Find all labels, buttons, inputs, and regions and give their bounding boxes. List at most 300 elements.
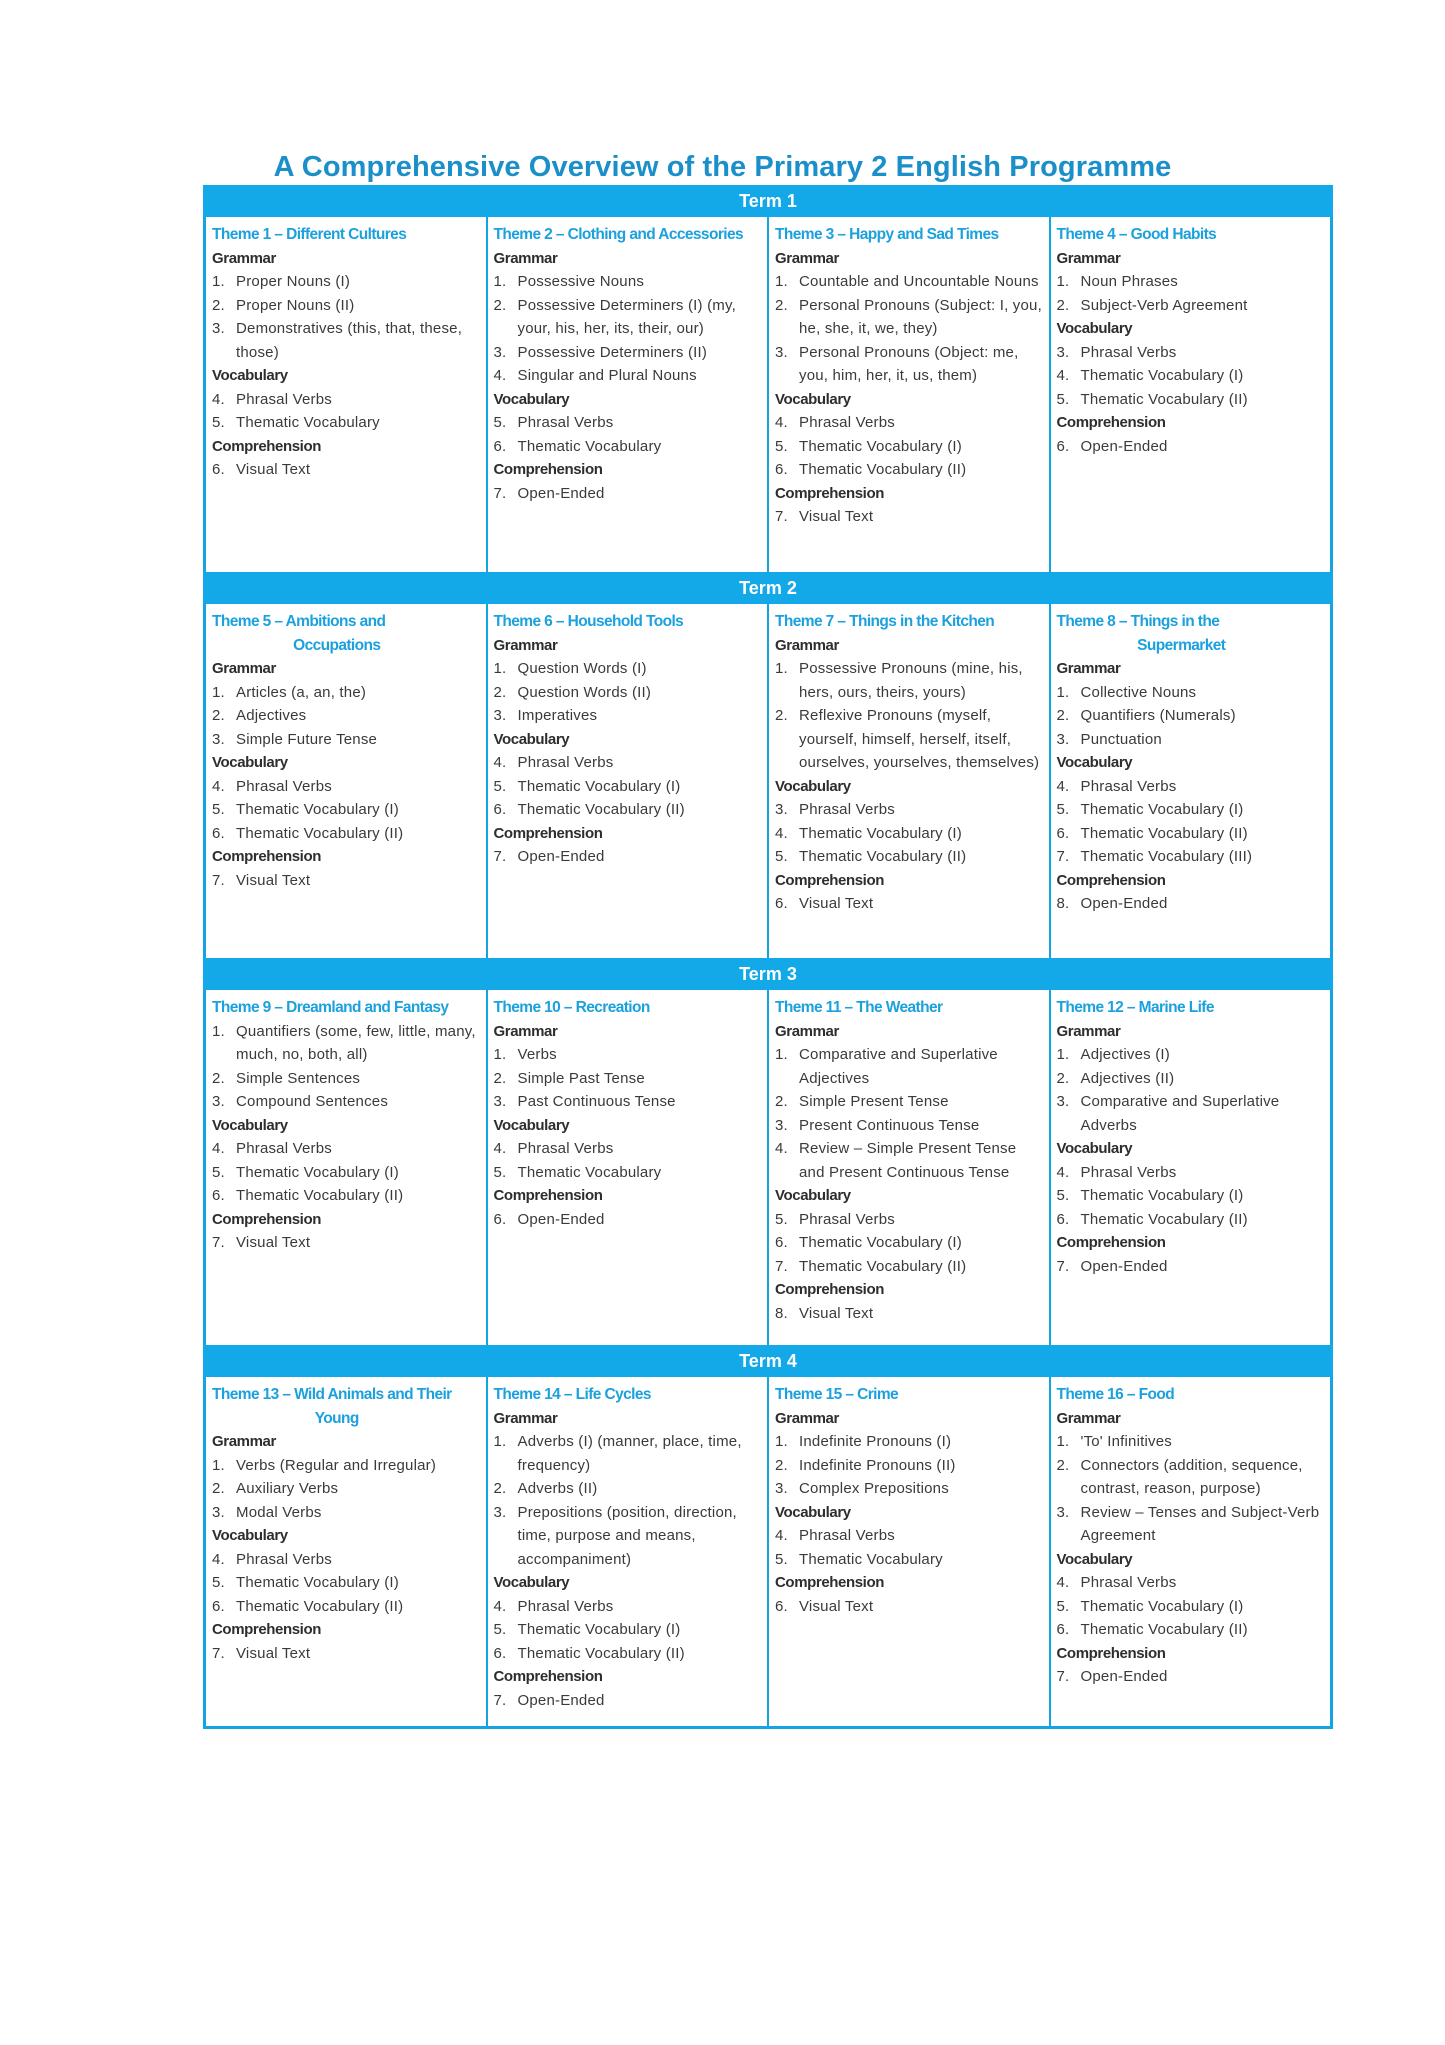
theme-cell xyxy=(1051,990,1331,1345)
theme-title-text: Theme 9 – Dreamland and Fantasy xyxy=(212,999,449,1016)
item-text: Thematic Vocabulary xyxy=(799,1550,943,1568)
item-text: Thematic Vocabulary xyxy=(517,1163,662,1181)
item-number: 4. xyxy=(493,1140,507,1157)
list-item xyxy=(1057,1208,1327,1232)
list-item xyxy=(1057,1184,1327,1208)
item-text: Subject-Verb Agreement xyxy=(1080,296,1248,314)
theme-title-text: Theme 13 – Wild Animals and Their xyxy=(212,1386,452,1403)
item-number: 3. xyxy=(493,1093,507,1110)
item-text: Thematic Vocabulary (II) xyxy=(799,461,967,478)
item-number: 5. xyxy=(775,1210,788,1228)
list-item xyxy=(1057,1161,1327,1185)
item-number: 6. xyxy=(775,895,788,912)
item-number: 6. xyxy=(1056,1621,1070,1638)
section-label: Vocabulary xyxy=(212,367,288,384)
item-number: 2. xyxy=(775,296,788,314)
item-text: Articles (a, an, the) xyxy=(236,683,367,701)
item-number: 1. xyxy=(1056,1046,1070,1063)
list-item xyxy=(494,482,764,506)
item-number: 5. xyxy=(212,1163,225,1181)
item-text: Phrasal Verbs xyxy=(517,754,614,771)
item-text: Indefinite Pronouns (II) xyxy=(799,1456,956,1474)
item-number: 6. xyxy=(493,801,507,818)
item-number: 7. xyxy=(493,1691,507,1709)
item-number: 1. xyxy=(493,660,507,677)
item-number: 4. xyxy=(1056,777,1070,795)
item-number: 2. xyxy=(493,683,507,701)
item-text: Reflexive Pronouns (myself, yourself, himself, herself, itself, ourselves, yourselves, themselves) xyxy=(799,707,1040,771)
section-label: Vocabulary xyxy=(775,390,851,408)
item-number: 5. xyxy=(493,1621,507,1638)
item-number: 1. xyxy=(212,273,225,290)
item-number: 2. xyxy=(493,1480,507,1497)
item-number: 4. xyxy=(212,1550,225,1568)
item-text: Thematic Vocabulary (I) xyxy=(236,801,399,818)
list-item xyxy=(1057,892,1327,916)
item-number: 6. xyxy=(493,1210,507,1228)
item-number: 7. xyxy=(212,1644,225,1662)
item-text: Thematic Vocabulary (II) xyxy=(1080,824,1248,842)
item-text: Indefinite Pronouns (I) xyxy=(799,1433,952,1450)
theme-title-text: Theme 5 – Ambitions and xyxy=(212,613,386,630)
item-text: Present Continuous Tense xyxy=(799,1116,980,1134)
item-number: 1. xyxy=(1056,1433,1070,1450)
list-item xyxy=(494,798,764,822)
list-item xyxy=(494,270,764,294)
item-number: 1. xyxy=(493,273,507,290)
item-number: 5. xyxy=(493,1163,507,1181)
list-item xyxy=(775,294,1045,341)
list-item xyxy=(494,1137,764,1161)
theme-cell xyxy=(206,1377,488,1726)
item-text: Thematic Vocabulary (II) xyxy=(799,848,967,865)
item-number: 6. xyxy=(212,1187,225,1204)
item-number: 5. xyxy=(1056,801,1070,818)
item-text: Adverbs (II) xyxy=(517,1480,598,1497)
list-item xyxy=(775,1090,1045,1114)
theme-cell xyxy=(1051,1377,1331,1726)
item-text: Phrasal Verbs xyxy=(799,1527,895,1544)
item-text: Countable and Uncountable Nouns xyxy=(799,273,1039,290)
item-text: Thematic Vocabulary (II) xyxy=(236,1597,404,1615)
theme-title-text: Theme 10 – Recreation xyxy=(493,999,650,1016)
section-label: Comprehension xyxy=(1056,1234,1166,1251)
item-text: Demonstratives (this, that, these, those) xyxy=(236,320,463,361)
list-item xyxy=(212,1571,482,1595)
item-number: 4. xyxy=(493,1597,507,1615)
item-number: 4. xyxy=(493,754,507,771)
item-number: 7. xyxy=(775,508,788,525)
list-item xyxy=(212,411,482,435)
list-item xyxy=(775,1137,1045,1184)
list-item xyxy=(494,1090,764,1114)
item-text: Open-Ended xyxy=(1080,895,1168,912)
theme-title xyxy=(212,610,482,657)
item-number: 4. xyxy=(775,1527,788,1544)
theme-cell xyxy=(769,217,1051,572)
section-label: Vocabulary xyxy=(493,1116,570,1134)
item-text: Thematic Vocabulary (I) xyxy=(1080,1597,1244,1615)
item-number: 5. xyxy=(775,437,788,455)
list-item xyxy=(494,1689,764,1713)
list-item xyxy=(775,435,1045,459)
theme-title xyxy=(1057,223,1327,247)
item-text: Question Words (I) xyxy=(517,660,647,677)
theme-cell xyxy=(488,990,770,1345)
item-number: 8. xyxy=(1056,895,1070,912)
item-number: 5. xyxy=(212,801,225,818)
section-label: Comprehension xyxy=(212,1621,321,1638)
item-number: 1. xyxy=(1056,683,1070,701)
item-text: Personal Pronouns (Object: me, you, him, her, it, us, them) xyxy=(799,343,1019,384)
list-item xyxy=(775,458,1045,482)
item-text: Phrasal Verbs xyxy=(799,801,895,818)
item-number: 3. xyxy=(775,343,788,361)
list-item xyxy=(494,411,764,435)
section-label: Vocabulary xyxy=(775,1187,851,1204)
item-number: 6. xyxy=(1056,1210,1070,1228)
item-text: Thematic Vocabulary (I) xyxy=(1080,367,1244,384)
theme-title xyxy=(494,996,764,1020)
list-item xyxy=(775,1043,1045,1090)
theme-title-text: Theme 16 – Food xyxy=(1056,1386,1175,1403)
item-text: Open-Ended xyxy=(1080,1668,1168,1685)
item-text: Phrasal Verbs xyxy=(1080,777,1177,795)
item-text: Noun Phrases xyxy=(1080,273,1178,290)
list-item xyxy=(1057,1571,1327,1595)
item-number: 3. xyxy=(212,1093,225,1110)
item-text: Simple Sentences xyxy=(236,1069,361,1087)
item-text: Thematic Vocabulary (II) xyxy=(1080,1210,1248,1228)
item-number: 1. xyxy=(493,1433,507,1450)
term-row xyxy=(206,217,1330,572)
item-text: Thematic Vocabulary (I) xyxy=(517,1621,681,1638)
term-header: Term 3 xyxy=(203,958,1333,990)
theme-title-text: Theme 11 – The Weather xyxy=(775,999,943,1016)
item-number: 1. xyxy=(212,683,225,701)
list-item xyxy=(212,294,482,318)
list-item xyxy=(212,704,482,728)
item-number: 7. xyxy=(1056,1668,1070,1685)
item-text: Thematic Vocabulary (II) xyxy=(799,1257,967,1275)
item-text: Thematic Vocabulary (II) xyxy=(236,1187,404,1204)
item-text: Thematic Vocabulary xyxy=(517,437,662,455)
list-item xyxy=(212,681,482,705)
page-title: A Comprehensive Overview of the Primary 2 English Programme xyxy=(273,151,1172,184)
theme-cell xyxy=(769,604,1051,958)
item-number: 2. xyxy=(1056,707,1070,724)
item-number: 1. xyxy=(212,1022,225,1040)
section-label: Vocabulary xyxy=(775,1503,851,1521)
section-label: Grammar xyxy=(775,1022,839,1040)
item-number: 6. xyxy=(1056,437,1070,455)
item-text: Verbs (Regular and Irregular) xyxy=(236,1456,437,1474)
item-number: 3. xyxy=(493,1503,507,1521)
list-item xyxy=(775,892,1045,916)
theme-title xyxy=(494,223,764,247)
item-text: Phrasal Verbs xyxy=(799,1210,895,1228)
list-item xyxy=(1057,1454,1327,1501)
list-item xyxy=(775,1114,1045,1138)
list-item xyxy=(212,1161,482,1185)
list-item xyxy=(212,775,482,799)
list-item xyxy=(1057,681,1327,705)
theme-title xyxy=(775,610,1045,634)
item-text: Personal Pronouns (Subject: I, you, he, she, it, we, they) xyxy=(799,296,1042,337)
list-item xyxy=(212,1020,482,1067)
item-number: 3. xyxy=(1056,730,1070,748)
list-item xyxy=(1057,1665,1327,1689)
theme-cell xyxy=(769,1377,1051,1726)
section-label: Comprehension xyxy=(775,1574,884,1591)
theme-cell xyxy=(769,990,1051,1345)
item-text: Adjectives (II) xyxy=(1080,1069,1175,1087)
list-item xyxy=(494,435,764,459)
item-text: Open-Ended xyxy=(1080,1257,1168,1275)
section-label: Comprehension xyxy=(212,437,321,455)
item-number: 2. xyxy=(212,296,225,314)
list-item xyxy=(1057,1067,1327,1091)
list-item xyxy=(212,1137,482,1161)
list-item xyxy=(1057,1501,1327,1548)
section-label: Grammar xyxy=(1056,1022,1121,1040)
item-text: Adjectives (I) xyxy=(1080,1046,1170,1063)
list-item xyxy=(212,1067,482,1091)
theme-cell xyxy=(206,990,488,1345)
term-row xyxy=(206,990,1330,1345)
theme-title xyxy=(775,223,1045,247)
item-number: 5. xyxy=(1056,390,1070,408)
list-item xyxy=(212,1548,482,1572)
item-number: 2. xyxy=(493,296,507,314)
item-text: Visual Text xyxy=(236,1644,311,1662)
item-number: 1. xyxy=(775,1046,788,1063)
item-text: Quantifiers (some, few, little, many, much, no, both, all) xyxy=(236,1022,476,1063)
term-header: Term 1 xyxy=(203,185,1333,217)
item-number: 5. xyxy=(493,414,507,431)
item-text: Simple Past Tense xyxy=(517,1069,645,1087)
theme-title-text: Theme 8 – Things in the xyxy=(1056,613,1220,630)
item-text: Visual Text xyxy=(799,1304,874,1322)
item-text: Connectors (addition, sequence, contrast, reason, purpose) xyxy=(1080,1456,1303,1497)
item-text: Simple Future Tense xyxy=(236,730,378,748)
list-item xyxy=(212,270,482,294)
item-number: 7. xyxy=(212,1234,225,1251)
item-number: 4. xyxy=(1056,367,1070,384)
section-label: Grammar xyxy=(212,249,276,267)
item-number: 4. xyxy=(212,1140,225,1157)
item-text: Phrasal Verbs xyxy=(1080,1163,1177,1181)
list-item xyxy=(494,1595,764,1619)
item-text: Question Words (II) xyxy=(517,683,652,701)
section-label: Vocabulary xyxy=(493,390,570,408)
theme-title-continuation: Occupations xyxy=(293,636,381,654)
item-number: 3. xyxy=(775,1116,788,1134)
list-item xyxy=(494,1430,764,1477)
item-number: 3. xyxy=(212,1503,225,1521)
section-label: Vocabulary xyxy=(1056,1140,1133,1157)
item-text: Review – Tenses and Subject-Verb Agreement xyxy=(1080,1503,1320,1544)
list-item xyxy=(775,657,1045,704)
item-number: 1. xyxy=(775,660,788,677)
list-item xyxy=(212,458,482,482)
theme-cell xyxy=(488,217,770,572)
item-text: Open-Ended xyxy=(517,1210,605,1228)
item-number: 3. xyxy=(1056,343,1070,361)
section-label: Comprehension xyxy=(493,1187,603,1204)
item-text: Visual Text xyxy=(799,1597,874,1615)
section-label: Grammar xyxy=(212,660,276,677)
item-number: 6. xyxy=(212,1597,225,1615)
list-item xyxy=(494,1208,764,1232)
list-item xyxy=(1057,435,1327,459)
list-item xyxy=(212,317,482,364)
item-text: Thematic Vocabulary (III) xyxy=(1080,848,1253,865)
item-text: Compound Sentences xyxy=(236,1093,389,1110)
item-number: 4. xyxy=(1056,1163,1070,1181)
item-number: 6. xyxy=(775,1597,788,1615)
item-text: Thematic Vocabulary (I) xyxy=(236,1163,399,1181)
item-number: 7. xyxy=(212,871,225,889)
list-item xyxy=(775,845,1045,869)
item-text: Comparative and Superlative Adjectives xyxy=(799,1046,998,1087)
theme-title-text: Theme 2 – Clothing and Accessories xyxy=(493,226,743,243)
section-label: Comprehension xyxy=(1056,414,1166,431)
list-item xyxy=(1057,1618,1327,1642)
item-number: 8. xyxy=(775,1304,788,1322)
list-item xyxy=(494,681,764,705)
list-item xyxy=(775,704,1045,775)
list-item xyxy=(212,1090,482,1114)
item-text: Open-Ended xyxy=(517,484,605,502)
programme-overview-table xyxy=(203,185,1333,1729)
list-item xyxy=(1057,341,1327,365)
theme-title xyxy=(494,1383,764,1407)
list-item xyxy=(212,1184,482,1208)
section-label: Comprehension xyxy=(1056,1644,1166,1662)
item-text: Phrasal Verbs xyxy=(236,1140,332,1157)
section-label: Vocabulary xyxy=(493,730,570,748)
list-item xyxy=(212,869,482,893)
item-number: 2. xyxy=(493,1069,507,1087)
item-number: 6. xyxy=(1056,824,1070,842)
list-item xyxy=(1057,728,1327,752)
item-text: Phrasal Verbs xyxy=(1080,343,1177,361)
theme-title xyxy=(212,996,482,1020)
item-text: Review – Simple Present Tense and Present Continuous Tense xyxy=(799,1140,1017,1181)
item-text: Possessive Pronouns (mine, his, hers, ours, theirs, yours) xyxy=(799,660,1023,701)
item-number: 4. xyxy=(775,414,788,431)
item-number: 2. xyxy=(212,1480,225,1497)
theme-title-text: Theme 1 – Different Cultures xyxy=(212,226,407,243)
item-number: 7. xyxy=(493,484,507,502)
item-number: 1. xyxy=(775,273,788,290)
theme-title-text: Theme 3 – Happy and Sad Times xyxy=(775,226,999,243)
item-text: Comparative and Superlative Adverbs xyxy=(1080,1093,1280,1134)
item-text: Punctuation xyxy=(1080,730,1162,748)
item-number: 7. xyxy=(775,1257,788,1275)
item-number: 2. xyxy=(1056,1069,1070,1087)
theme-title xyxy=(775,1383,1045,1407)
theme-cell xyxy=(206,604,488,958)
section-label: Comprehension xyxy=(775,1281,884,1298)
list-item xyxy=(775,1548,1045,1572)
item-text: Thematic Vocabulary (I) xyxy=(517,777,681,795)
section-label: Grammar xyxy=(493,249,558,267)
list-item xyxy=(494,704,764,728)
theme-title xyxy=(212,223,482,247)
item-number: 1. xyxy=(212,1456,225,1474)
item-text: Thematic Vocabulary (I) xyxy=(236,1574,399,1591)
list-item xyxy=(1057,1430,1327,1454)
list-item xyxy=(775,411,1045,435)
item-text: Visual Text xyxy=(236,461,311,478)
item-number: 6. xyxy=(775,1234,788,1251)
list-item xyxy=(494,751,764,775)
item-text: Possessive Determiners (I) (my, your, his, her, its, their, our) xyxy=(517,296,736,337)
theme-title xyxy=(212,1383,482,1430)
item-text: Past Continuous Tense xyxy=(517,1093,676,1110)
item-text: Open-Ended xyxy=(517,848,605,865)
item-number: 7. xyxy=(1056,848,1070,865)
item-number: 7. xyxy=(1056,1257,1070,1275)
item-number: 5. xyxy=(1056,1187,1070,1204)
item-number: 4. xyxy=(212,390,225,408)
item-number: 2. xyxy=(212,1069,225,1087)
item-number: 4. xyxy=(775,824,788,842)
item-number: 6. xyxy=(212,824,225,842)
theme-cell xyxy=(206,217,488,572)
section-label: Grammar xyxy=(775,249,839,267)
item-text: Visual Text xyxy=(236,871,311,889)
item-text: Visual Text xyxy=(236,1234,311,1251)
item-number: 5. xyxy=(212,1574,225,1591)
item-text: Thematic Vocabulary (I) xyxy=(799,1234,962,1251)
item-text: Proper Nouns (II) xyxy=(236,296,355,314)
theme-title xyxy=(494,610,764,634)
list-item xyxy=(775,822,1045,846)
item-text: Open-Ended xyxy=(517,1691,605,1709)
item-number: 4. xyxy=(775,1140,788,1157)
item-text: Phrasal Verbs xyxy=(517,1140,614,1157)
item-number: 6. xyxy=(775,461,788,478)
section-label: Vocabulary xyxy=(1056,1550,1133,1568)
item-text: Open-Ended xyxy=(1080,437,1168,455)
item-number: 3. xyxy=(493,343,507,361)
item-text: Imperatives xyxy=(517,707,598,724)
item-text: Phrasal Verbs xyxy=(236,390,332,408)
section-label: Vocabulary xyxy=(212,1116,288,1134)
item-text: Modal Verbs xyxy=(236,1503,322,1521)
item-number: 1. xyxy=(775,1433,788,1450)
list-item xyxy=(494,845,764,869)
list-item xyxy=(212,388,482,412)
list-item xyxy=(494,1642,764,1666)
list-item xyxy=(775,1477,1045,1501)
item-text: Simple Present Tense xyxy=(799,1093,949,1110)
section-label: Comprehension xyxy=(212,1210,321,1228)
item-number: 2. xyxy=(1056,296,1070,314)
list-item xyxy=(1057,845,1327,869)
section-label: Comprehension xyxy=(493,1668,603,1685)
list-item xyxy=(212,822,482,846)
item-number: 6. xyxy=(212,461,225,478)
section-label: Grammar xyxy=(493,1022,558,1040)
theme-cell xyxy=(488,1377,770,1726)
theme-cell xyxy=(1051,217,1331,572)
list-item xyxy=(775,1255,1045,1279)
list-item xyxy=(775,1430,1045,1454)
